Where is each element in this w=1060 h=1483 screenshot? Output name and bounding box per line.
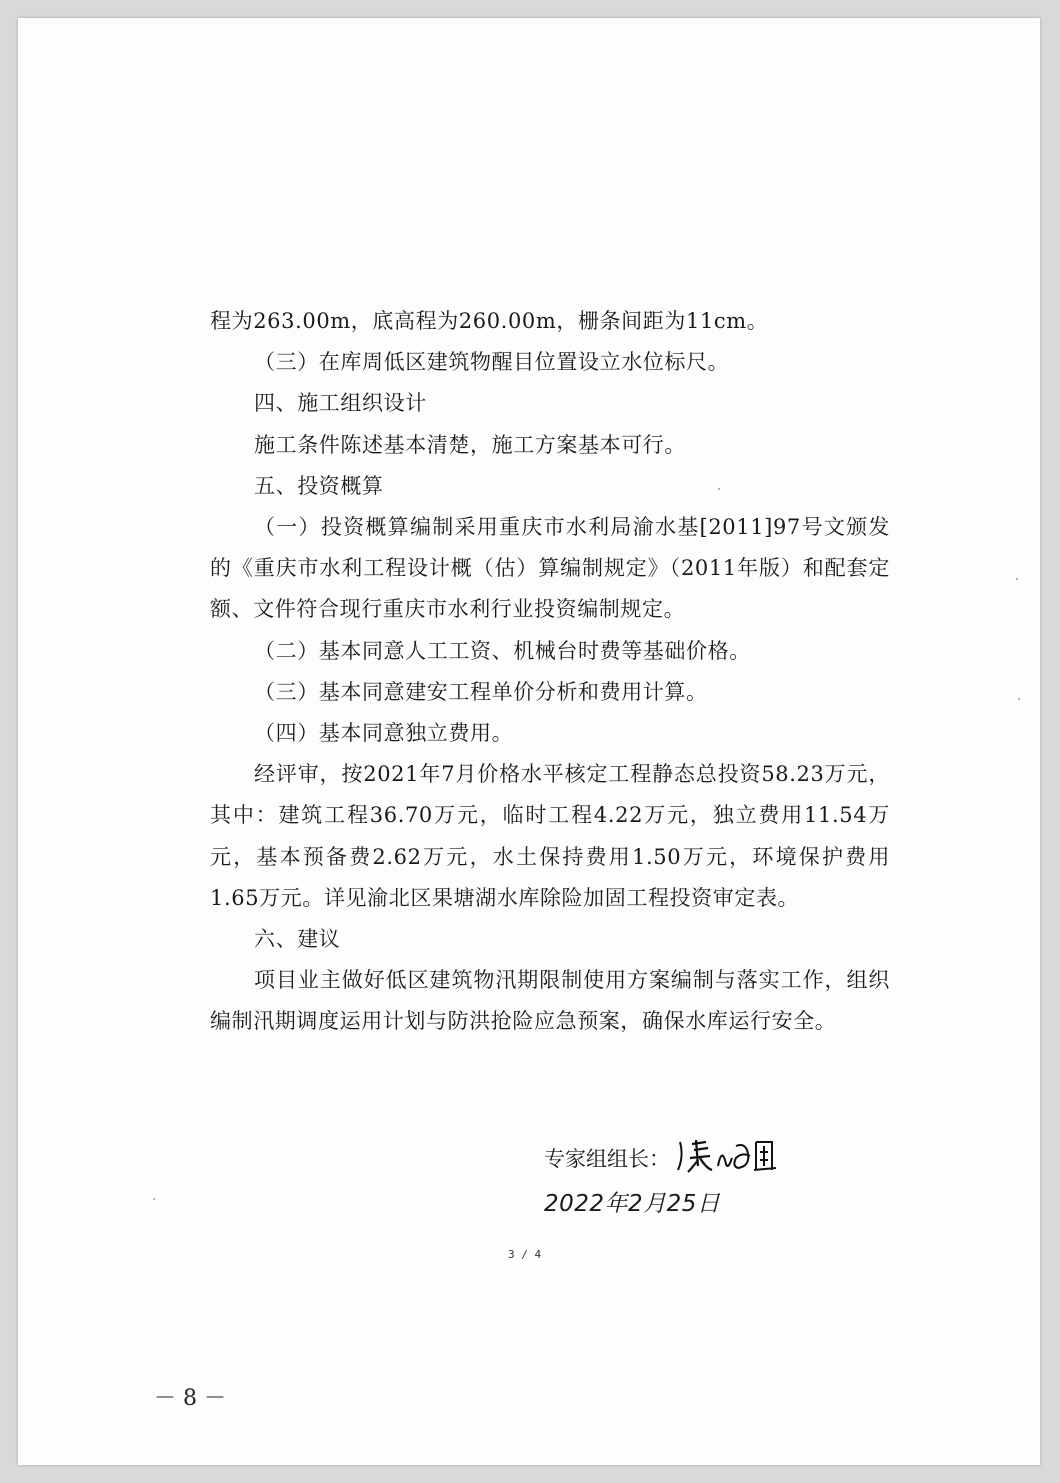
section-heading-suggestion: 六、建议 (254, 927, 341, 952)
paragraph-2: （三）在库周低区建筑物醒目位置设立水位标尺。 (254, 350, 730, 375)
handwritten-signature (676, 1136, 796, 1181)
paragraph-3: 施工条件陈述基本清楚，施工方案基本可行。 (254, 432, 686, 457)
paragraph-6: （三）基本同意建安工程单价分析和费用计算。 (254, 679, 708, 704)
signature-label: 专家组组长： (544, 1147, 670, 1171)
section-heading-investment: 五、投资概算 (254, 473, 384, 498)
scan-speck (1018, 698, 1020, 700)
signature-date: 2022年2月25日 (544, 1190, 721, 1217)
scan-speck (718, 488, 720, 490)
section-heading-construction: 四、施工组织设计 (254, 391, 427, 416)
paragraph-4: （一）投资概算编制采用重庆市水利局渝水基[2011]97号文颁发的《重庆市水利工程设计概（估）算编制规定》（2011年版）和配套定额、文件符合现行重庆市水利行业投资编制规定。 (210, 515, 890, 622)
paragraph-7: （四）基本同意独立费用。 (254, 721, 514, 746)
scan-speck (1016, 578, 1018, 580)
paragraph-8: 经评审，按2021年7月价格水平核定工程静态总投资58.23万元，其中：建筑工程36.70万元，临时工程4.22万元，独立费用11.54万元，基本预备费2.62万元，水土保持费用1.50万元，环境保护费用1.65万元。详见渝北区果塘湖水库除险加固工程投资审定表。 (210, 762, 890, 910)
document-body (210, 301, 890, 1043)
scan-page-number: 3 / 4 (508, 1248, 542, 1261)
paragraph-5: （二）基本同意人工工资、机械台时费等基础价格。 (254, 638, 751, 663)
signature-block (544, 1138, 874, 1220)
page-number: － 8 － (154, 1386, 226, 1411)
paragraph-9: 项目业主做好低区建筑物汛期限制使用方案编制与落实工作，组织编制汛期调度运用计划与防洪抢险应急预案，确保水库运行安全。 (210, 968, 890, 1034)
paragraph-1: 程为263.00m，底高程为260.00m，栅条间距为11cm。 (210, 309, 769, 333)
document-page (18, 18, 1040, 1465)
scan-speck (153, 1198, 155, 1200)
